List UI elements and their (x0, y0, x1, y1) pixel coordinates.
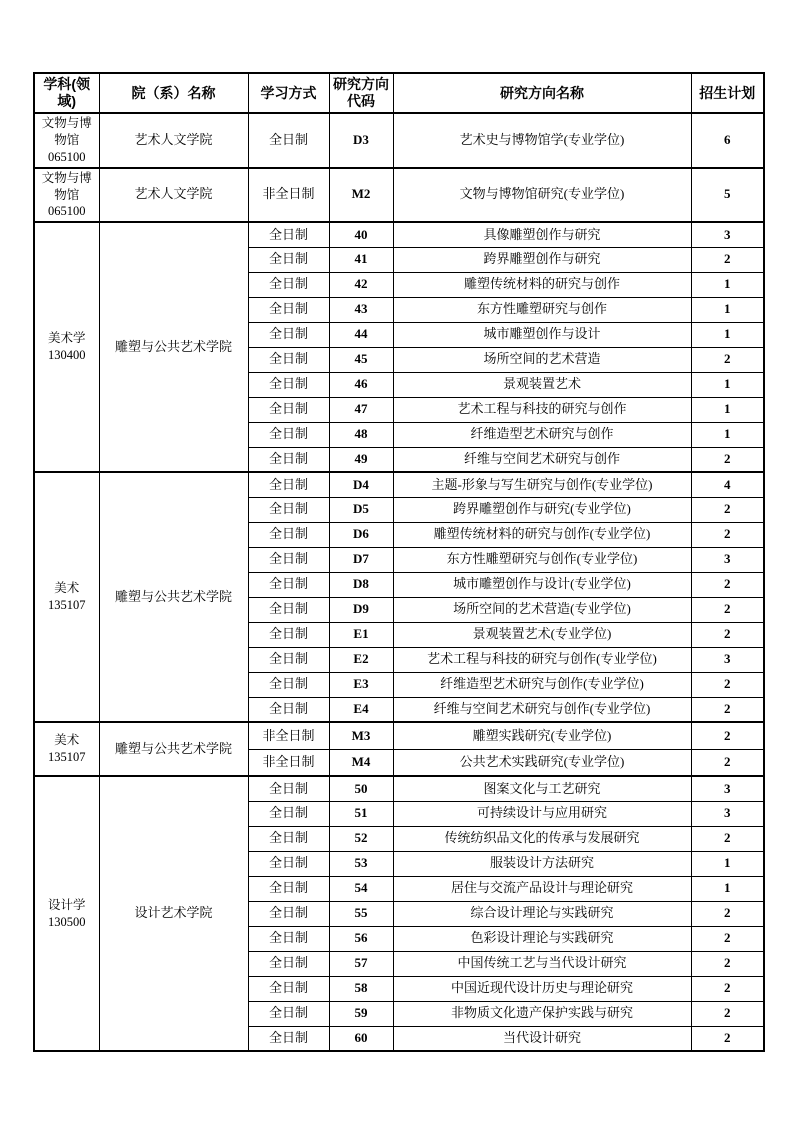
col-header-subject: 学科(领域) (34, 73, 99, 113)
cell-direction-name: 主题-形象与写生研究与创作(专业学位) (393, 472, 691, 497)
cell-study-mode: 全日制 (248, 622, 329, 647)
cell-study-mode: 全日制 (248, 926, 329, 951)
cell-direction-code: M2 (329, 168, 393, 223)
cell-study-mode: 全日制 (248, 1026, 329, 1051)
cell-study-mode: 全日制 (248, 647, 329, 672)
cell-enrollment-plan: 2 (691, 926, 764, 951)
cell-enrollment-plan: 2 (691, 901, 764, 926)
cell-enrollment-plan: 1 (691, 397, 764, 422)
cell-direction-code: 50 (329, 776, 393, 801)
cell-enrollment-plan: 2 (691, 951, 764, 976)
cell-enrollment-plan: 2 (691, 497, 764, 522)
cell-direction-code: 49 (329, 447, 393, 472)
cell-enrollment-plan: 2 (691, 622, 764, 647)
col-header-college: 院（系）名称 (99, 73, 248, 113)
cell-enrollment-plan: 2 (691, 572, 764, 597)
table-row (34, 168, 764, 223)
cell-study-mode: 全日制 (248, 472, 329, 497)
cell-college: 艺术人文学院 (99, 113, 248, 168)
cell-subject (34, 722, 99, 776)
cell-subject (34, 472, 99, 722)
cell-direction-name: 纤维与空间艺术研究与创作 (393, 447, 691, 472)
cell-study-mode: 全日制 (248, 272, 329, 297)
cell-direction-name: 中国近现代设计历史与理论研究 (393, 976, 691, 1001)
cell-direction-name: 图案文化与工艺研究 (393, 776, 691, 801)
table-row (34, 222, 764, 247)
cell-direction-name: 艺术工程与科技的研究与创作 (393, 397, 691, 422)
table-row (34, 113, 764, 168)
cell-direction-name: 当代设计研究 (393, 1026, 691, 1051)
cell-enrollment-plan: 2 (691, 749, 764, 776)
table-row (34, 472, 764, 497)
cell-direction-name: 东方性雕塑研究与创作 (393, 297, 691, 322)
cell-study-mode: 全日制 (248, 572, 329, 597)
cell-direction-name: 艺术工程与科技的研究与创作(专业学位) (393, 647, 691, 672)
subject-name: 文物与博物馆 (41, 116, 92, 147)
cell-direction-code: 42 (329, 272, 393, 297)
col-header-direction: 研究方向名称 (393, 73, 691, 113)
cell-enrollment-plan: 3 (691, 647, 764, 672)
table-header (34, 73, 764, 113)
cell-enrollment-plan: 3 (691, 222, 764, 247)
cell-study-mode: 全日制 (248, 322, 329, 347)
cell-direction-name: 雕塑传统材料的研究与创作 (393, 272, 691, 297)
cell-study-mode: 全日制 (248, 672, 329, 697)
cell-enrollment-plan: 2 (691, 597, 764, 622)
cell-study-mode: 全日制 (248, 113, 329, 168)
subject-name: 设计学 (47, 897, 86, 912)
cell-college: 雕塑与公共艺术学院 (99, 722, 248, 776)
cell-study-mode: 全日制 (248, 372, 329, 397)
cell-direction-code: D8 (329, 572, 393, 597)
table-row (34, 776, 764, 801)
subject-code: 135107 (48, 750, 86, 765)
cell-enrollment-plan: 2 (691, 976, 764, 1001)
cell-study-mode: 全日制 (248, 347, 329, 372)
cell-direction-code: 44 (329, 322, 393, 347)
cell-study-mode: 全日制 (248, 397, 329, 422)
cell-direction-code: E1 (329, 622, 393, 647)
cell-direction-code: D3 (329, 113, 393, 168)
cell-direction-name: 东方性雕塑研究与创作(专业学位) (393, 547, 691, 572)
cell-direction-code: 55 (329, 901, 393, 926)
col-header-code: 研究方向代码 (329, 73, 393, 113)
cell-study-mode: 全日制 (248, 951, 329, 976)
cell-enrollment-plan: 3 (691, 801, 764, 826)
cell-enrollment-plan: 2 (691, 522, 764, 547)
cell-subject (34, 168, 99, 223)
cell-direction-name: 中国传统工艺与当代设计研究 (393, 951, 691, 976)
cell-enrollment-plan: 2 (691, 347, 764, 372)
subject-name: 美术 (54, 733, 80, 748)
cell-direction-name: 文物与博物馆研究(专业学位) (393, 168, 691, 223)
cell-enrollment-plan: 2 (691, 697, 764, 722)
cell-direction-code: E3 (329, 672, 393, 697)
cell-direction-code: E4 (329, 697, 393, 722)
table-body (34, 113, 764, 1051)
cell-study-mode: 非全日制 (248, 168, 329, 223)
cell-direction-name: 居住与交流产品设计与理论研究 (393, 876, 691, 901)
cell-study-mode: 全日制 (248, 876, 329, 901)
cell-enrollment-plan: 1 (691, 272, 764, 297)
cell-direction-name: 跨界雕塑创作与研究(专业学位) (393, 497, 691, 522)
cell-direction-code: 60 (329, 1026, 393, 1051)
cell-college: 设计艺术学院 (99, 776, 248, 1051)
cell-direction-code: 53 (329, 851, 393, 876)
cell-study-mode: 全日制 (248, 1001, 329, 1026)
cell-college: 雕塑与公共艺术学院 (99, 472, 248, 722)
cell-direction-name: 场所空间的艺术营造 (393, 347, 691, 372)
cell-direction-name: 非物质文化遗产保护实践与研究 (393, 1001, 691, 1026)
cell-direction-code: 52 (329, 826, 393, 851)
cell-subject (34, 113, 99, 168)
cell-study-mode: 全日制 (248, 801, 329, 826)
cell-direction-name: 场所空间的艺术营造(专业学位) (393, 597, 691, 622)
cell-enrollment-plan: 1 (691, 876, 764, 901)
cell-direction-code: 40 (329, 222, 393, 247)
cell-direction-name: 传统纺织品文化的传承与发展研究 (393, 826, 691, 851)
cell-enrollment-plan: 1 (691, 322, 764, 347)
cell-study-mode: 全日制 (248, 697, 329, 722)
cell-study-mode: 全日制 (248, 901, 329, 926)
cell-enrollment-plan: 5 (691, 168, 764, 223)
cell-direction-code: 46 (329, 372, 393, 397)
cell-direction-name: 可持续设计与应用研究 (393, 801, 691, 826)
cell-direction-name: 色彩设计理论与实践研究 (393, 926, 691, 951)
cell-direction-name: 跨界雕塑创作与研究 (393, 247, 691, 272)
cell-direction-code: 51 (329, 801, 393, 826)
subject-code: 065100 (48, 204, 86, 219)
cell-study-mode: 全日制 (248, 522, 329, 547)
cell-subject (34, 222, 99, 472)
subject-code: 135107 (48, 598, 86, 613)
cell-direction-name: 服装设计方法研究 (393, 851, 691, 876)
cell-direction-code: D4 (329, 472, 393, 497)
subject-name: 美术学 (47, 331, 86, 346)
subject-code: 130400 (48, 348, 86, 363)
cell-direction-code: 47 (329, 397, 393, 422)
cell-study-mode: 非全日制 (248, 749, 329, 776)
cell-study-mode: 非全日制 (248, 722, 329, 749)
cell-subject (34, 776, 99, 1051)
cell-direction-code: 41 (329, 247, 393, 272)
cell-direction-code: D6 (329, 522, 393, 547)
cell-enrollment-plan: 2 (691, 1001, 764, 1026)
cell-direction-code: 56 (329, 926, 393, 951)
cell-direction-name: 综合设计理论与实践研究 (393, 901, 691, 926)
cell-direction-name: 景观装置艺术 (393, 372, 691, 397)
cell-direction-code: D5 (329, 497, 393, 522)
cell-direction-name: 具像雕塑创作与研究 (393, 222, 691, 247)
cell-direction-code: 59 (329, 1001, 393, 1026)
cell-enrollment-plan: 1 (691, 372, 764, 397)
cell-direction-code: D7 (329, 547, 393, 572)
cell-enrollment-plan: 6 (691, 113, 764, 168)
cell-study-mode: 全日制 (248, 851, 329, 876)
cell-study-mode: 全日制 (248, 447, 329, 472)
cell-direction-code: 43 (329, 297, 393, 322)
cell-direction-code: E2 (329, 647, 393, 672)
cell-study-mode: 全日制 (248, 222, 329, 247)
cell-direction-name: 雕塑传统材料的研究与创作(专业学位) (393, 522, 691, 547)
cell-enrollment-plan: 2 (691, 826, 764, 851)
header-row (34, 73, 764, 113)
cell-direction-name: 纤维与空间艺术研究与创作(专业学位) (393, 697, 691, 722)
subject-name: 文物与博物馆 (41, 170, 92, 202)
cell-enrollment-plan: 2 (691, 247, 764, 272)
col-header-plan: 招生计划 (691, 73, 764, 113)
cell-enrollment-plan: 1 (691, 422, 764, 447)
cell-study-mode: 全日制 (248, 826, 329, 851)
cell-direction-code: 54 (329, 876, 393, 901)
cell-direction-name: 景观装置艺术(专业学位) (393, 622, 691, 647)
cell-direction-name: 雕塑实践研究(专业学位) (393, 722, 691, 749)
cell-direction-code: M4 (329, 749, 393, 776)
subject-code: 065100 (48, 149, 86, 164)
cell-enrollment-plan: 3 (691, 776, 764, 801)
cell-direction-name: 城市雕塑创作与设计 (393, 322, 691, 347)
cell-enrollment-plan: 2 (691, 672, 764, 697)
cell-study-mode: 全日制 (248, 497, 329, 522)
cell-direction-code: 58 (329, 976, 393, 1001)
cell-study-mode: 全日制 (248, 422, 329, 447)
admissions-table (33, 72, 765, 1052)
cell-study-mode: 全日制 (248, 547, 329, 572)
cell-college: 雕塑与公共艺术学院 (99, 222, 248, 472)
cell-study-mode: 全日制 (248, 776, 329, 801)
cell-direction-code: 57 (329, 951, 393, 976)
cell-study-mode: 全日制 (248, 976, 329, 1001)
cell-enrollment-plan: 1 (691, 297, 764, 322)
cell-enrollment-plan: 2 (691, 447, 764, 472)
cell-study-mode: 全日制 (248, 297, 329, 322)
cell-direction-code: D9 (329, 597, 393, 622)
cell-enrollment-plan: 2 (691, 1026, 764, 1051)
table-row (34, 722, 764, 749)
subject-code: 130500 (48, 914, 86, 929)
cell-direction-code: M3 (329, 722, 393, 749)
cell-enrollment-plan: 2 (691, 722, 764, 749)
cell-enrollment-plan: 3 (691, 547, 764, 572)
cell-direction-name: 公共艺术实践研究(专业学位) (393, 749, 691, 776)
cell-college: 艺术人文学院 (99, 168, 248, 223)
cell-enrollment-plan: 1 (691, 851, 764, 876)
subject-name: 美术 (54, 581, 80, 596)
cell-study-mode: 全日制 (248, 597, 329, 622)
cell-study-mode: 全日制 (248, 247, 329, 272)
cell-direction-name: 纤维造型艺术研究与创作(专业学位) (393, 672, 691, 697)
cell-direction-code: 48 (329, 422, 393, 447)
cell-enrollment-plan: 4 (691, 472, 764, 497)
col-header-mode: 学习方式 (248, 73, 329, 113)
cell-direction-name: 城市雕塑创作与设计(专业学位) (393, 572, 691, 597)
cell-direction-name: 纤维造型艺术研究与创作 (393, 422, 691, 447)
cell-direction-name: 艺术史与博物馆学(专业学位) (393, 113, 691, 168)
cell-direction-code: 45 (329, 347, 393, 372)
